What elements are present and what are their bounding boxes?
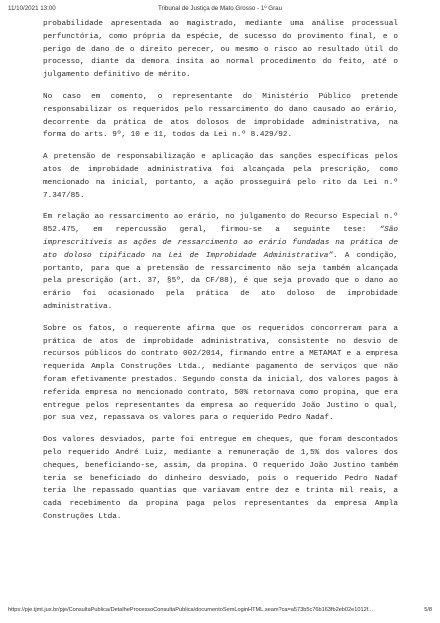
paragraph-5: Sobre os fatos, o requerente afirma que os requeridos concorreram para a prática de atos de improbidade administrativa, consistente no desvio de recursos públicos do contrato 002/2014, firmando entre a METAMAT e a empresa requerida Ampla Construções Ltda., mediante pagamento de serviços que não foram efetivamente prestados. Segundo consta da inicial, dos valores pagos à referida empresa no mencionado contrato, 50% retornava como propina, que era entregue pelos representantes da empresa ao requerido João Justino o qual, por sua vez, repassava os valores para o requerido Pedro Nadaf.	[43, 324, 398, 423]
paragraph-4-quote: “São imprescritíveis as ações de ressarcimento ao erário fundadas na prática de ato doloso tipificado na Lei de Improbidade Administrativa”	[43, 226, 398, 260]
paragraph-4	[43, 211, 398, 313]
page-number: 5/8	[424, 607, 432, 613]
document-body	[43, 18, 398, 533]
paragraph-2: No caso em comento, o representante do Ministério Público pretende responsabilizar os requeridos pelo ressarcimento do dano causado ao erário, decorrente da prática de atos dolosos de improbidade administrativa, na forma do arts. 9º, 10 e 11, todos da Lei n.º 8.429/92.	[43, 92, 398, 140]
print-title: Tribunal de Justiça de Mato Grosso - 1º Grau	[157, 5, 283, 12]
paragraph-1: probabilidade apresentada ao magistrado, mediante uma análise processual perfunctória, como própria da espécie, de sucesso do provimento final, e o perigo de dano de o direito perecer, ou mesmo o risco ao resultado útil do processo, diante da demora ínsita ao normal procedimento do feito, até o julgamento definitivo de mérito.	[43, 20, 398, 80]
print-header	[8, 5, 432, 15]
paragraph-4-tail: . A condição, portanto, para que a pretensão de ressarcimento não seja também alcançada pela prescrição (art. 37, §5º, da CF/88), é que seja provado que o dano ao erário foi ocasionado pela prática de ato doloso de improbidade administrativa.	[43, 251, 398, 311]
paragraph-6: Dos valores desviados, parte foi entregue em cheques, que foram descontados pelo requerido André Luiz, mediante a remuneração de 1,5% dos valores dos cheques, beneficiando-se, assim, da propina. O requerido João Justino também teria se beneficiado do dinheiro desviado, pois o requerido Pedro Nadaf teria lhe repassado quantias que variavam entre dez e trinta mil reais, a cada recebimento da propina paga pelos representantes da empresa Ampla Construções Ltda.	[43, 436, 398, 521]
print-datetime: 11/10/2021 13:00	[8, 5, 56, 12]
paragraph-3: A pretensão de responsabilização e aplicação das sanções específicas pelos atos de improbidade administrativa foi alcançada pela prescrição, como mencionado na inicial, portanto, a ação prosseguirá pelo rito da Lei n.º 7.347/85.	[43, 153, 398, 200]
print-url: https://pje.tjmt.jus.br/pje/ConsultaPublica/DetalheProcessoConsultaPublica/documentoSemLoginHTML.seam?ca=a573b5c76b163fb2eb02e1012f...	[8, 607, 373, 613]
paragraph-4-lead: Em relação ao ressarcimento ao erário, no julgamento do Recurso Especial n.º 852.475, em repercussão geral, firmou-se a seguinte tese:	[43, 213, 398, 235]
print-footer	[8, 607, 432, 617]
